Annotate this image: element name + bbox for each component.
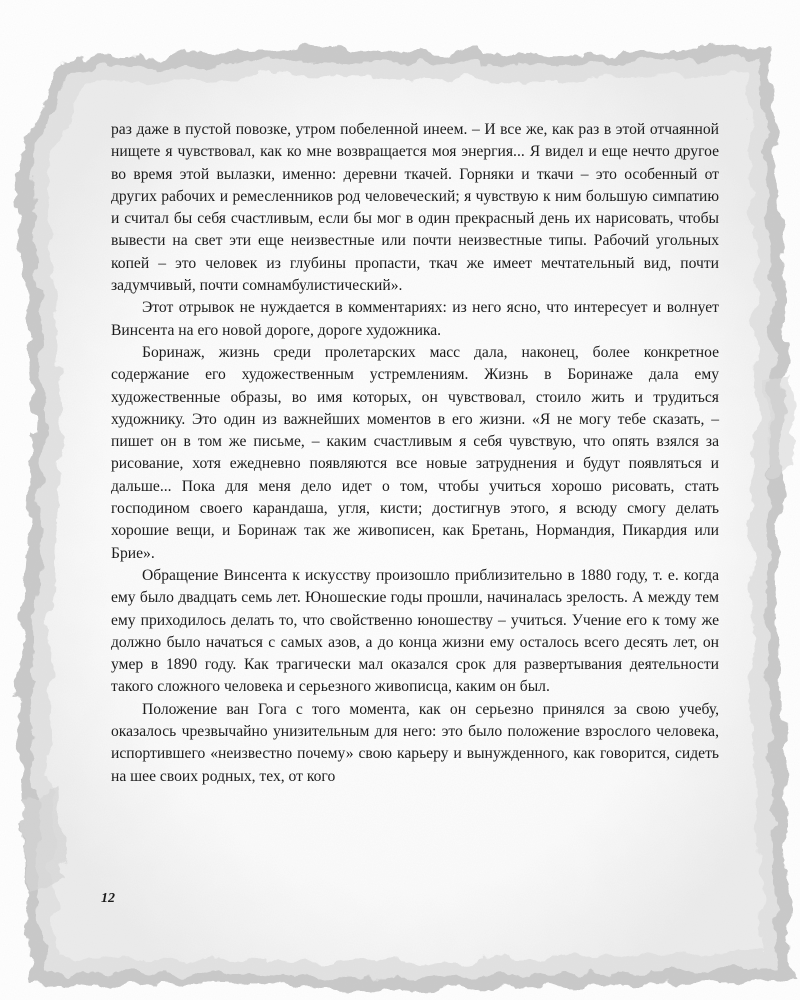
- paragraph-4: Обращение Винсента к искусству произошло приблизительно в 1880 году, т. е. когда ему было двадцать семь лет. Юношеские годы прошли, начиналась зрелость. А между тем ему приходилось делать то, что свойственно юношеству – учиться. Учение его к тому же должно было начаться с самых азов, а до конца жизни ему осталось всего десять лет, он умер в 1890 году. Как трагически мал оказался срок для развертывания деятельности такого сложного человека и серьезного живописца, каким он был.: [111, 566, 719, 696]
- paragraph-5: Положение ван Гога с того момента, как он серьезно принялся за свою учебу, оказалось чрезвычайно унизительным для него: это было положение взрослого человека, испортившего «неизвестно почему» свою карьеру и вынужденного, как говорится, сидеть на шее своих родных, тех, от кого: [111, 700, 719, 785]
- body-text: [111, 119, 719, 788]
- paragraph-2: Этот отрывок не нуждается в комментариях: из него ясно, что интересует и волнует Винсента на его новой дороге, дороге художника.: [111, 299, 719, 339]
- page-number: 12: [101, 891, 115, 906]
- paragraph-3: Боринаж, жизнь среди пролетарских масс дала, наконец, более конкретное содержание его художественным устремлениям. Жизнь в Боринаже дала ему художественные образы, во имя которых, он чувствовал, стоило жить и трудиться художнику. Это один из важнейших моментов в его жизни. «Я не могу тебе сказать, – пишет он в том же письме, – каким счастливым я себя чувствую, что опять взялся за рисование, хотя ежедневно появляются все новые затруднения и будут появляться и дальше... Пока для меня дело идет о том, чтобы учиться хорошо рисовать, стать господином своего карандаша, угля, кисти; достигнув этого, я всюду смогу делать хорошие вещи, и Боринаж так же живописен, как Бретань, Нормандия, Пикардия или Брие».: [111, 343, 719, 562]
- paragraph-1: раз даже в пустой повозке, утром побеленной инеем. – И все же, как раз в этой отчаянной нищете я чувствовал, как ко мне возвращается моя энергия... Я видел и еще нечто другое во время этой вылазки, именно: деревни ткачей. Горняки и ткачи – это особенный от других рабочих и ремесленников род человеческий; я чувствую к ним большую симпатию и считал бы себя счастливым, если бы мог в один прекрасный день их нарисовать, чтобы вывести на свет эти еще неизвестные или почти неизвестные типы. Рабочий угольных копей – это человек из глубины пропасти, ткач же имеет мечтательный вид, почти задумчивый, почти сомнамбулистический».: [111, 121, 719, 295]
